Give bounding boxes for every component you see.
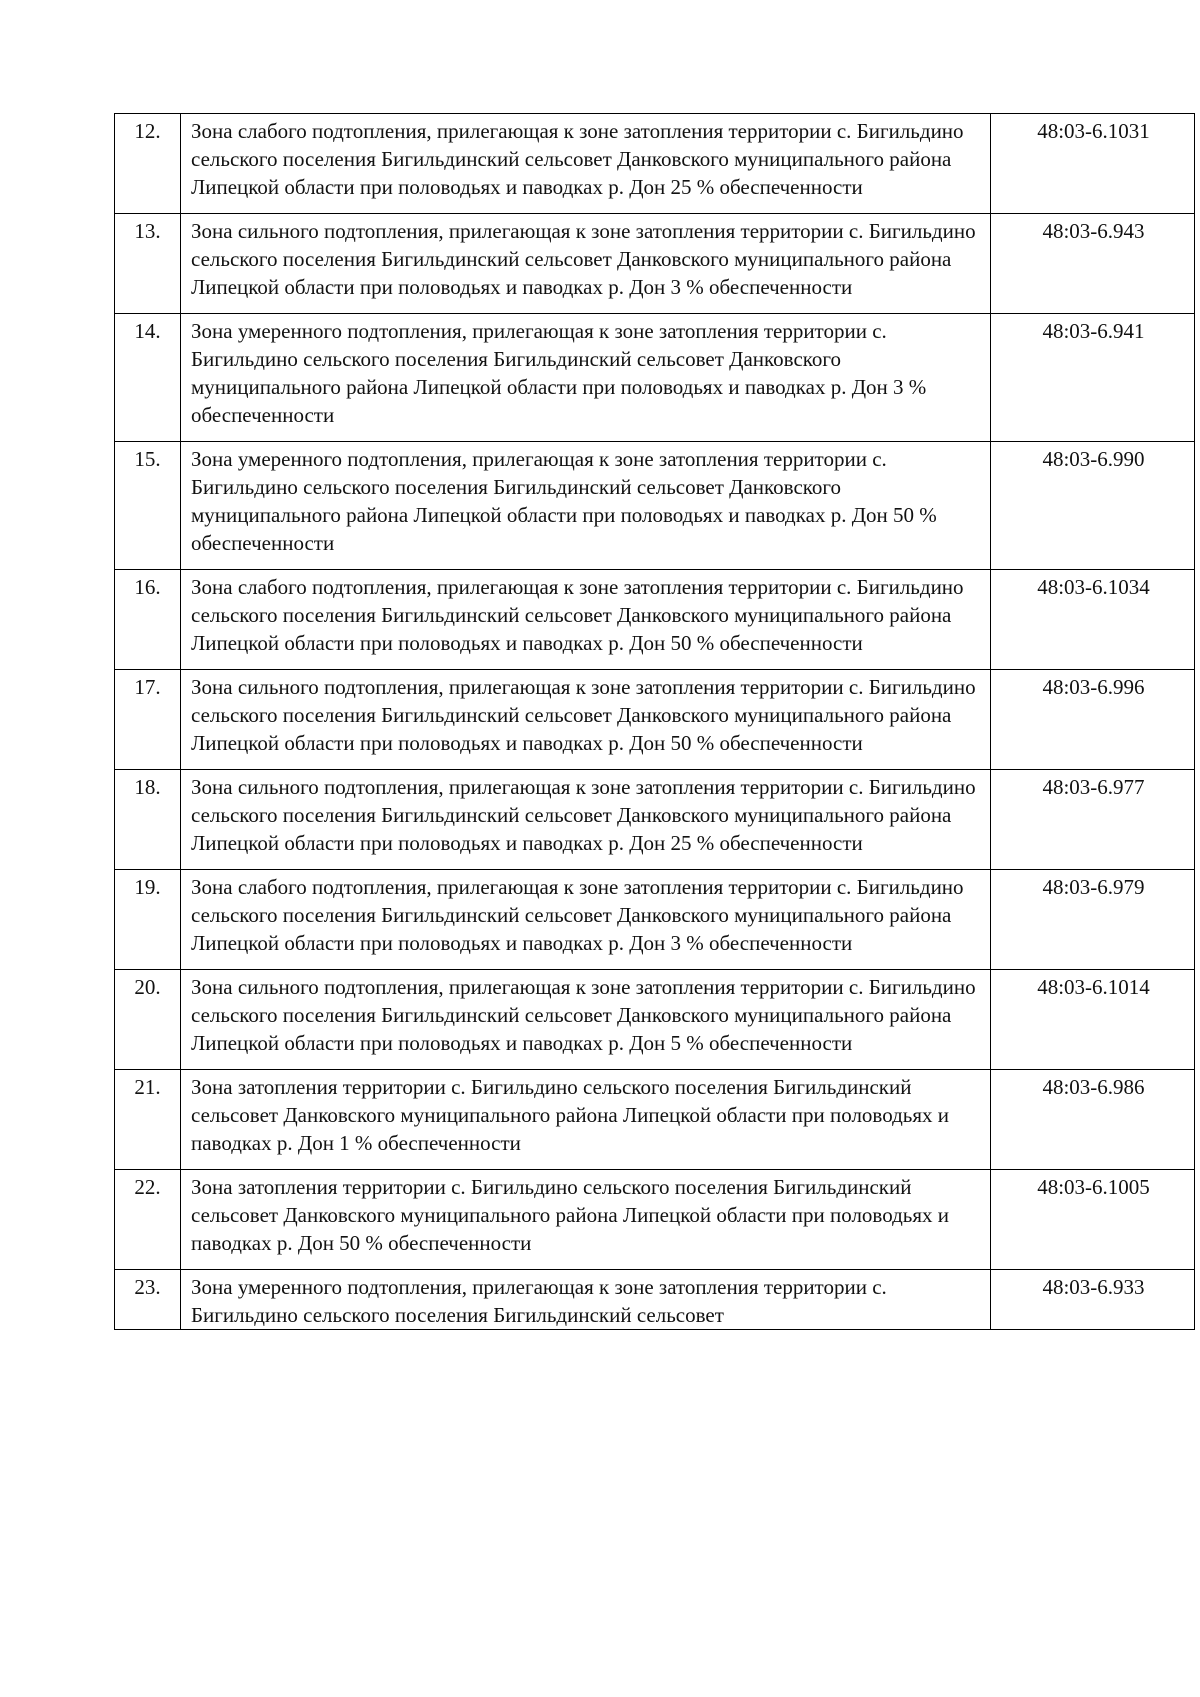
zone-description: Зона слабого подтопления, прилегающая к зоне затопления территории с. Бигильдино сельского поселения Бигильдинский сельсовет Данковского муниципального района Липецкой области при половодьях и паводках р. Дон 3 % обеспеченности — [181, 870, 991, 970]
registry-number: 48:03-6.1034 — [991, 570, 1195, 670]
row-number: 21. — [115, 1070, 181, 1170]
registry-number: 48:03-6.1014 — [991, 970, 1195, 1070]
zone-description: Зона слабого подтопления, прилегающая к зоне затопления территории с. Бигильдино сельского поселения Бигильдинский сельсовет Данковского муниципального района Липецкой области при половодьях и паводках р. Дон 25 % обеспеченности — [181, 114, 991, 214]
table-row — [115, 570, 1195, 670]
zone-description: Зона затопления территории с. Бигильдино сельского поселения Бигильдинский сельсовет Данковского муниципального района Липецкой области при половодьях и паводках р. Дон 1 % обеспеченности — [181, 1070, 991, 1170]
row-number: 15. — [115, 442, 181, 570]
registry-number: 48:03-6.986 — [991, 1070, 1195, 1170]
row-number: 22. — [115, 1170, 181, 1270]
row-number: 16. — [115, 570, 181, 670]
registry-number: 48:03-6.1005 — [991, 1170, 1195, 1270]
row-number: 13. — [115, 214, 181, 314]
table-row — [115, 114, 1195, 214]
registry-number: 48:03-6.933 — [991, 1270, 1195, 1330]
zone-description: Зона умеренного подтопления, прилегающая к зоне затопления территории с. Бигильдино сельского поселения Бигильдинский сельсовет — [181, 1270, 991, 1330]
row-number: 17. — [115, 670, 181, 770]
zone-description: Зона сильного подтопления, прилегающая к зоне затопления территории с. Бигильдино сельского поселения Бигильдинский сельсовет Данковского муниципального района Липецкой области при половодьях и паводках р. Дон 3 % обеспеченности — [181, 214, 991, 314]
table-row — [115, 870, 1195, 970]
table-row — [115, 1070, 1195, 1170]
registry-number: 48:03-6.977 — [991, 770, 1195, 870]
table-row — [115, 1170, 1195, 1270]
registry-number: 48:03-6.1031 — [991, 114, 1195, 214]
row-number: 19. — [115, 870, 181, 970]
zone-description: Зона слабого подтопления, прилегающая к зоне затопления территории с. Бигильдино сельского поселения Бигильдинский сельсовет Данковского муниципального района Липецкой области при половодьях и паводках р. Дон 50 % обеспеченности — [181, 570, 991, 670]
registry-number: 48:03-6.979 — [991, 870, 1195, 970]
table-row — [115, 442, 1195, 570]
row-number: 18. — [115, 770, 181, 870]
zones-table — [114, 113, 1195, 1330]
zone-description: Зона сильного подтопления, прилегающая к зоне затопления территории с. Бигильдино сельского поселения Бигильдинский сельсовет Данковского муниципального района Липецкой области при половодьях и паводках р. Дон 5 % обеспеченности — [181, 970, 991, 1070]
table-row — [115, 314, 1195, 442]
table-row — [115, 970, 1195, 1070]
zone-description: Зона сильного подтопления, прилегающая к зоне затопления территории с. Бигильдино сельского поселения Бигильдинский сельсовет Данковского муниципального района Липецкой области при половодьях и паводках р. Дон 25 % обеспеченности — [181, 770, 991, 870]
registry-number: 48:03-6.996 — [991, 670, 1195, 770]
registry-number: 48:03-6.941 — [991, 314, 1195, 442]
zone-description: Зона умеренного подтопления, прилегающая к зоне затопления территории с. Бигильдино сельского поселения Бигильдинский сельсовет Данковского муниципального района Липецкой области при половодьях и паводках р. Дон 3 % обеспеченности — [181, 314, 991, 442]
table-row — [115, 214, 1195, 314]
table-row — [115, 1270, 1195, 1330]
registry-number: 48:03-6.990 — [991, 442, 1195, 570]
zone-description: Зона умеренного подтопления, прилегающая к зоне затопления территории с. Бигильдино сельского поселения Бигильдинский сельсовет Данковского муниципального района Липецкой области при половодьях и паводках р. Дон 50 % обеспеченности — [181, 442, 991, 570]
row-number: 14. — [115, 314, 181, 442]
registry-number: 48:03-6.943 — [991, 214, 1195, 314]
row-number: 20. — [115, 970, 181, 1070]
table-row — [115, 770, 1195, 870]
row-number: 12. — [115, 114, 181, 214]
zone-description: Зона сильного подтопления, прилегающая к зоне затопления территории с. Бигильдино сельского поселения Бигильдинский сельсовет Данковского муниципального района Липецкой области при половодьях и паводках р. Дон 50 % обеспеченности — [181, 670, 991, 770]
row-number: 23. — [115, 1270, 181, 1330]
zone-description: Зона затопления территории с. Бигильдино сельского поселения Бигильдинский сельсовет Данковского муниципального района Липецкой области при половодьях и паводках р. Дон 50 % обеспеченности — [181, 1170, 991, 1270]
table-row — [115, 670, 1195, 770]
